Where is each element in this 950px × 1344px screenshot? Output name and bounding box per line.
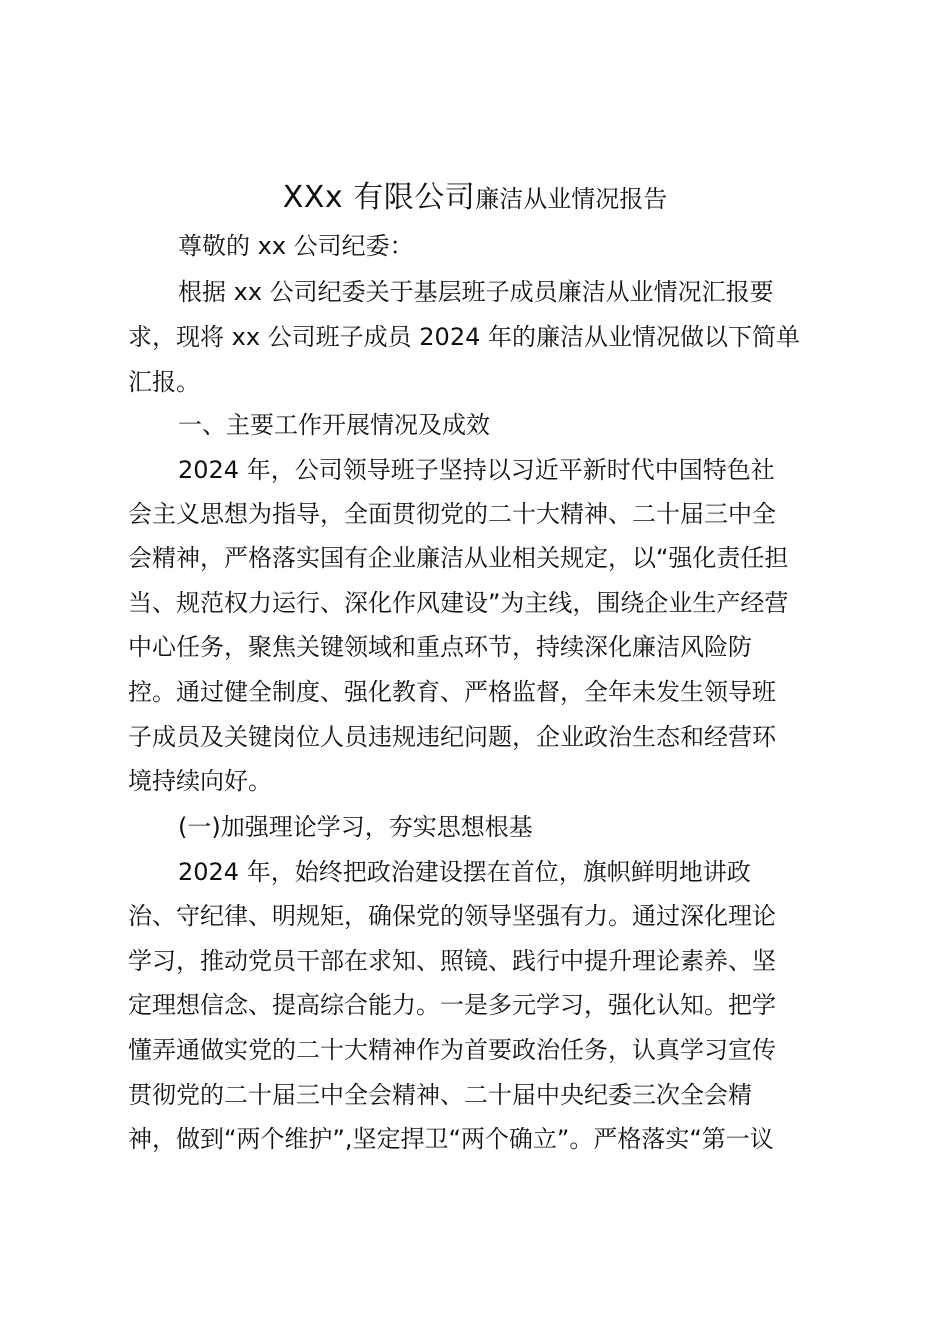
title-subject: 廉洁从业情况报告 [475,185,668,213]
text-line: 中心任务，聚焦关键领域和重点环节，持续深化廉洁风险防 [128,633,752,661]
text-line: 定理想信念、提高综合能力。一是多元学习，强化认知。把学 [128,991,776,1019]
text-line: 求，现将 xx 公司班子成员 2024 年的廉洁从业情况做以下简单 [128,323,800,351]
salutation: 尊敬的 xx 公司纪委： [178,232,414,260]
text-line: 2024 年，公司领导班子坚持以习近平新时代中国特色社 [178,456,775,484]
text-line: 控。通过健全制度、强化教育、严格监督，全年未发生领导班 [128,678,776,706]
text-line: 贯彻党的二十届三中全会精神、二十届中央纪委三次全会精 [128,1081,752,1109]
text-line: 汇报。 [128,368,200,396]
text-line: 2024 年，始终把政治建设摆在首位，旗帜鲜明地讲政 [178,858,751,886]
subsection-heading: (一)加强理论学习，夯实思想根基 [178,813,533,841]
text-line: 会精神，严格落实国有企业廉洁从业相关规定，以“强化责任担 [128,544,789,572]
text-line: 懂弄通做实党的二十大精神作为首要政治任务，认真学习宣传 [128,1036,776,1064]
text-line: 会主义思想为指导，全面贯彻党的二十大精神、二十届三中全 [128,500,776,528]
text-line: 子成员及关键岗位人员违规违纪问题，企业政治生态和经营环 [128,723,776,751]
text-line: 当、规范权力运行、深化作风建设”为主线，围绕企业生产经营 [128,589,789,617]
text-line: 境持续向好。 [128,767,272,795]
text-line: 根据 xx 公司纪委关于基层班子成员廉洁从业情况汇报要 [178,278,774,306]
text-line: 神，做到“两个维护”,坚定捍卫“两个确立”。严格落实“第一议 [128,1125,774,1153]
text-line: 治、守纪律、明规矩，确保党的领导坚强有力。通过深化理论 [128,902,776,930]
report-title [0,176,950,224]
title-company: XXx 有限公司 [282,180,476,215]
text-line: 学习，推动党员干部在求知、照镜、践行中提升理论素养、坚 [128,947,776,975]
section-heading: 一、主要工作开展情况及成效 [178,411,490,439]
